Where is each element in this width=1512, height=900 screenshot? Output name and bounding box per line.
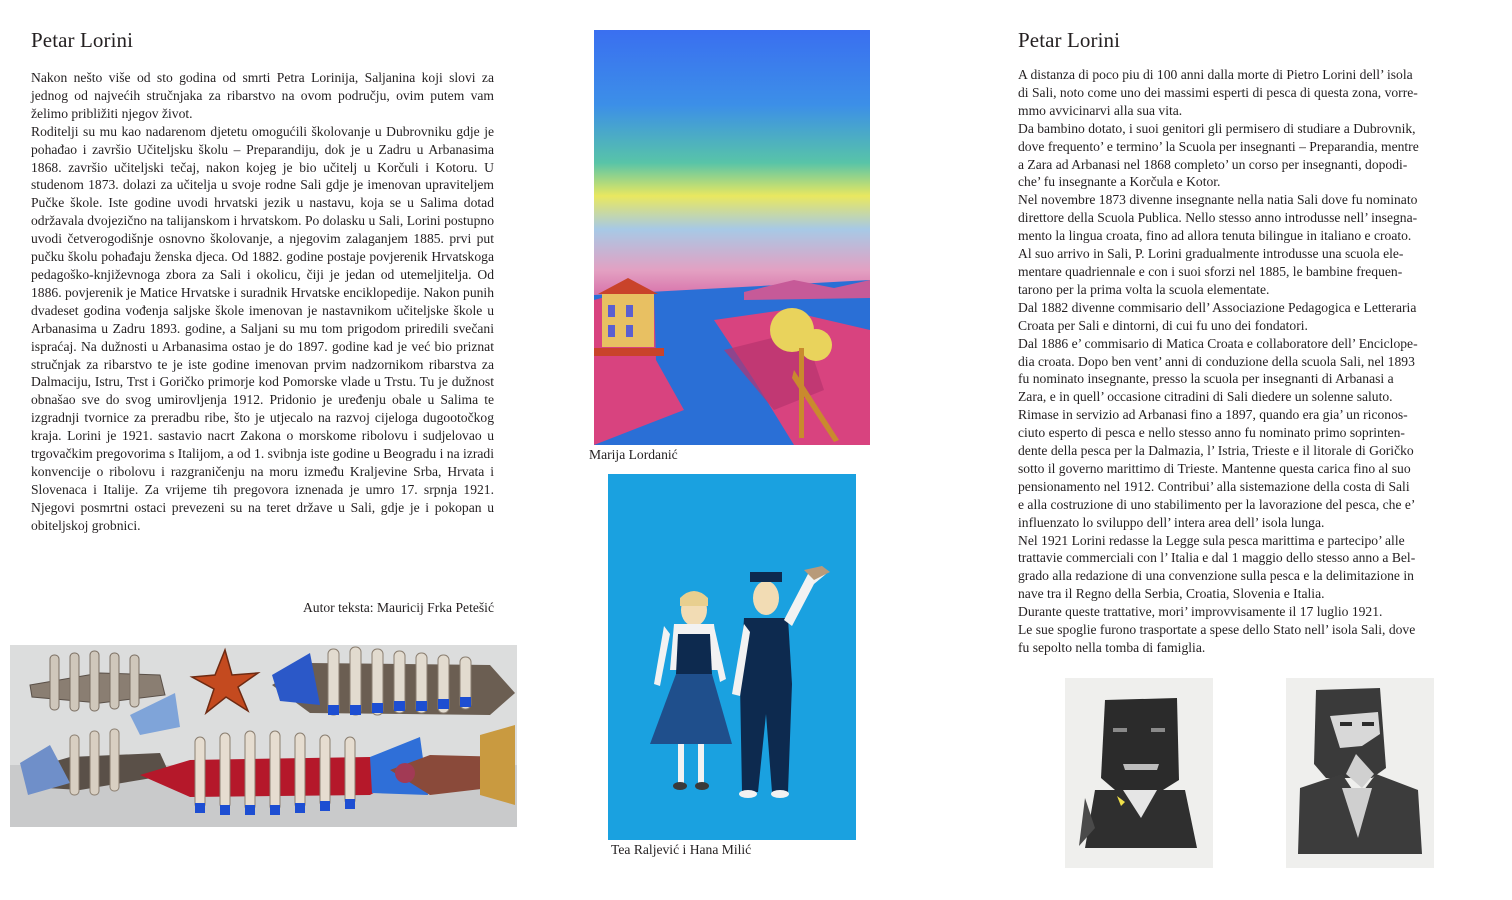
text-line: A distanza di poco piu di 100 anni dalla morte di Pietro Lorini dell’ isola [1018, 67, 1413, 82]
right-page-title: Petar Lorini [1018, 28, 1121, 52]
text-line: ciuto esperto di pesca e nello stesso anno fu nominato primo soprinten- [1018, 425, 1405, 441]
text-line: Nel novembre 1873 divenne insegnante nella natia Sali dove fu nominato [1018, 192, 1418, 208]
text-line: e alla costruzione di uno stabilimento per la lavorazione del pesca, che e’ [1018, 496, 1416, 512]
text-line: Dal 1882 divenne commisario dell’ Associazione Pedagogica e Letteraria [1018, 299, 1417, 315]
caption-marija-lordanic: Marija Lordanić [589, 447, 678, 462]
print-portrait-right [1286, 678, 1434, 868]
text-line: Durante queste trattative, mori’ improvvisamente il 17 luglio 1921. [1018, 604, 1383, 620]
driftwood-fish-photo [10, 645, 517, 827]
right-biography-text-italian [1018, 66, 1468, 657]
text-line: Croata per Sali e dintorni, di cui fu uno dei fondatori. [1018, 317, 1308, 333]
text-line: sotto il governo marittimo di Trieste. Mantenne questa carica fino al suo [1018, 460, 1411, 476]
text-line: pensionamento nel 1912. Contribui’ alla sistemazione della costa di Sali [1018, 478, 1410, 494]
text-line: tarono per la prima volta la scuola elementate. [1018, 281, 1270, 297]
caption-tea-raljevic-hana-milic: Tea Raljević i Hana Milić [611, 842, 752, 857]
seascape-painting [594, 30, 870, 445]
text-line: mmo avvicinarvi alla sua vita. [1018, 102, 1183, 118]
couple-painting [608, 474, 856, 840]
text-line: Rimase in servizio ad Arbanasi fino a 1897, quando era gia’ un riconos- [1018, 407, 1408, 423]
text-line: influenzato lo sviluppo dell’ intera area dell’ isola lunga. [1018, 514, 1325, 530]
text-line: direttore della Scuola Publica. Nello stesso anno introdusse nell’ insegna- [1018, 210, 1418, 226]
left-biography-text [31, 69, 494, 535]
text-line: nave tra il Regno della Serbia, Croatia, Slovenia e Italia. [1018, 586, 1325, 602]
text-line: fu nominato insegnante, presso la scuola per insegnanti di Arbanasi a [1018, 371, 1394, 387]
text-line: di Sali, noto come uno dei massimi esperti di pesca di questa zona, vorre- [1018, 84, 1418, 100]
author-credit: Autor teksta: Mauricij Frka Petešić [302, 600, 494, 615]
left-intro-paragraph: Nakon nešto više od sto godina od smrti Petra Lorinija, Saljanina koji slovi za jednog od najvećih stručnjaka za ribarstvo na ovom području, ovim putem vam želimo približiti njegov život. [31, 70, 494, 121]
text-line: mento la lingua croata, fino ad allora tenuta bilingue in italiano e croato. [1018, 228, 1412, 244]
left-page-title: Petar Lorini [31, 28, 134, 52]
text-line: dove frequento’ e termino’ la Scuola per insegnanti – Preparandia, mentre [1018, 138, 1419, 154]
text-line: grado alla redazione di una convenzione sulla pesca e la delimitazione in [1018, 568, 1414, 584]
text-line: Nel 1921 Lorini redasse la Legge sula pesca marittima e partecipo’ alle [1018, 532, 1405, 548]
text-line: fu sepolto nella tomba di famiglia. [1018, 640, 1206, 655]
text-line: trattavie commerciali con l’ Italia e dal 1 maggio dello stesso anno a Bel- [1018, 550, 1416, 566]
text-line: che’ fu insegnante a Korčula e Kotor. [1018, 174, 1221, 190]
text-line: Da bambino dotato, i suoi genitori gli permisero di studiare a Dubrovnik, [1018, 120, 1416, 136]
text-line: mentare quadriennale e con i suoi sforzi nel 1885, le bambine frequen- [1018, 263, 1403, 279]
text-line: Al suo arrivo in Sali, P. Lorini gradualmente introdusse una scuola ele- [1018, 246, 1404, 262]
print-portrait-left [1065, 678, 1213, 868]
text-line: a Zara ad Arbanasi nel 1868 completo’ un corso per insegnanti, dopodi- [1018, 156, 1408, 172]
text-line: dente della pesca per la Dalmazia, l’ Istria, Trieste e il litorale di Goričko [1018, 443, 1414, 459]
text-line: Zara, e in quell’ occasione citradini di Sali diedere un solenne saluto. [1018, 389, 1393, 405]
left-body-paragraph: Roditelji su mu kao nadarenom djetetu omogućili školovanje u Dubrovniku gdje je pohađao i završio Učiteljsku školu – Preparandiju, dok je u Zadru u Arbanasima 1868. završio učiteljski tečaj, nakon kojeg je bio učitelj u Korčuli i Kotoru. U studenom 1873. dolazi za učitelja u svoje rodne Sali gdje je imenovan upraviteljem Pučke škole. Iste godine uvodi hrvatski jezik u nastavu, koja se u Salima dotad održavala dvojezično na talijanskom i hrvatskom. Po dolasku u Sali, Lorini postupno uvodi četverogodišnje osnovno školovanje, a njegovim zalaganjem 1885. prvi put pučku školu pohađaju ženska djeca. Od 1882. godine postaje povjerenik Hrvatskoga pedagoško-književnoga zbora za Sali i okolicu, čiji je jedan od utemeljitelja. Od 1886. povjerenik je Matice Hrvatske i suradnik Hrvatske enciklopedije. Nakon punih dvadeset godina vođenja saljske škole imenovan je nastavnikom učiteljske škole u Arbanasima u Zadru 1893. godine, a Saljani su mu tom prigodom priredili svečani ispraćaj. Na dužnosti u Arbanasima ostao je do 1897. godine kad je već bio priznat stručnjak za ribarstvo te je iste godine imenovan prvim nadzornikom ribarstva za Dalmaciju, Istru, Trst i Goričko primorje kod Pomorske vlade u Trstu. Tu je dužnost obnašao sve do svog umirovljenja 1912. Pridonio je uređenju obale u Salima te izgradnji tvornice za preradbu ribe, što je utjecalo na razvoj cijeloga dugootočkog kraja. Lorini je 1921. sastavio nacrt Zakona o morskome ribolovu i sudjelovao u trgovačkim pregovorima s Italijom, a od 1. svibnja iste godine u Beogradu i na izradi konvencije o ribolovu i razgraničenju na moru između Kraljevine Srba, Hrvata i Slovenaca i Italije. Za vrijeme tih pregovora iznenada je umro 17. srpnja 1921. Njegovi posmrtni ostaci prevezeni su na teret države u Sali, gdje je i pokopan u obiteljskoj grobnici. [31, 123, 494, 533]
text-line: Le sue spoglie furono trasportate a spese dello Stato nell’ isola Sali, dove [1018, 622, 1416, 638]
text-line: dia croata. Dopo ben vent’ anni di conduzione della scuola Sali, nel 1893 [1018, 353, 1415, 369]
text-line: Dal 1886 e’ commisario di Matica Croata e collaboratore dell’ Enciclope- [1018, 335, 1418, 351]
